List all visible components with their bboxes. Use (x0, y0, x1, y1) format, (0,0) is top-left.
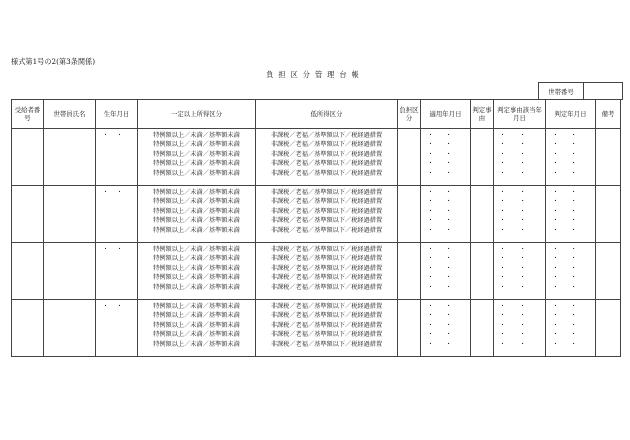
date-placeholder: ・・ (552, 246, 589, 253)
col-apply-date: 適用年月日 (421, 100, 471, 129)
head-name-cell[interactable] (44, 300, 96, 357)
above-income-option: 特例額以上／未満／基準額未満 (153, 246, 240, 253)
date-placeholder: ・・ (552, 255, 589, 263)
burden-class-cell[interactable] (398, 186, 421, 243)
above-income-option: 特例額以上／未満／基準額未満 (153, 312, 240, 320)
remarks-cell[interactable] (596, 300, 621, 357)
date-placeholder: ・・ (552, 226, 589, 234)
date-placeholder: ・・ (427, 331, 464, 339)
date-placeholder: ・・ (499, 160, 540, 168)
above-income-option: 特例額以上／未満／基準額未満 (153, 303, 240, 310)
table-row (12, 300, 621, 357)
table-header-row (12, 100, 621, 129)
date-placeholder: ・・ (552, 207, 589, 215)
recipient-no-cell[interactable] (12, 300, 44, 357)
col-judge-reason: 判定事由 (471, 100, 494, 129)
low-income-cell[interactable] (256, 186, 398, 243)
head-name-cell[interactable] (44, 186, 96, 243)
date-placeholder: ・・ (499, 331, 540, 339)
birth-date-cell[interactable] (96, 300, 138, 357)
date-placeholder: ・・ (552, 274, 589, 282)
date-placeholder: ・・ (499, 283, 540, 291)
date-placeholder: ・・ (427, 207, 464, 215)
date-placeholder: ・・ (552, 312, 589, 320)
table-row (12, 186, 621, 243)
date-placeholder: ・・ (552, 331, 589, 339)
above-income-cell[interactable] (138, 300, 256, 357)
low-income-option: 非課税／老福／基準額以下／税経過措置 (270, 198, 383, 206)
above-income-option: 特例額以上／未満／基準額未満 (153, 264, 240, 272)
date-placeholder: ・・ (427, 217, 464, 225)
date-placeholder: ・・ (427, 283, 464, 291)
low-income-option: 非課税／老福／基準額以下／税経過措置 (270, 331, 383, 339)
judge-reason-cell[interactable] (471, 243, 494, 300)
judge-reason-date-cell[interactable] (494, 300, 546, 357)
low-income-option: 非課税／老福／基準額以下／税経過措置 (270, 246, 383, 253)
form-label: 様式第1号の2(第3条関係) (11, 57, 96, 66)
apply-date-cell[interactable] (421, 129, 471, 186)
date-placeholder: ・・ (499, 132, 540, 139)
low-income-option: 非課税／老福／基準額以下／税経過措置 (270, 303, 383, 310)
date-placeholder: ・・ (499, 303, 540, 310)
date-placeholder: ・・ (427, 169, 464, 177)
birth-date-cell[interactable] (96, 186, 138, 243)
date-placeholder: ・・ (427, 255, 464, 263)
col-burden-class: 負担区分 (398, 100, 421, 129)
date-placeholder: ・・ (499, 246, 540, 253)
burden-class-cell[interactable] (398, 300, 421, 357)
above-income-option: 特例額以上／未満／基準額未満 (153, 169, 240, 177)
remarks-cell[interactable] (596, 129, 621, 186)
low-income-option: 非課税／老福／基準額以下／税経過措置 (270, 312, 383, 320)
above-income-option: 特例額以上／未満／基準額未満 (153, 321, 240, 329)
low-income-option: 非課税／老福／基準額以下／税経過措置 (270, 150, 383, 158)
above-income-option: 特例額以上／未満／基準額未満 (153, 141, 240, 149)
judge-date-cell[interactable] (546, 186, 596, 243)
judge-date-cell[interactable] (546, 243, 596, 300)
low-income-option: 非課税／老福／基準額以下／税経過措置 (270, 255, 383, 263)
low-income-option: 非課税／老福／基準額以下／税経過措置 (270, 160, 383, 168)
judge-reason-date-cell[interactable] (494, 129, 546, 186)
judge-reason-cell[interactable] (471, 186, 494, 243)
date-placeholder: ・・ (427, 198, 464, 206)
recipient-no-cell[interactable] (12, 186, 44, 243)
date-placeholder: ・・ (499, 150, 540, 158)
low-income-cell[interactable] (256, 300, 398, 357)
date-placeholder: ・・ (427, 226, 464, 234)
col-remarks: 備考 (596, 100, 621, 129)
household-number-box (538, 82, 623, 100)
date-placeholder: ・・ (427, 303, 464, 310)
above-income-option: 特例額以上／未満／基準額未満 (153, 198, 240, 206)
above-income-option: 特例額以上／未満／基準額未満 (153, 226, 240, 234)
col-judge-reason-date: 判定事由該当年月日 (494, 100, 546, 129)
date-placeholder: ・・ (427, 160, 464, 168)
birth-date-cell[interactable] (96, 243, 138, 300)
low-income-option: 非課税／老福／基準額以下／税経過措置 (270, 226, 383, 234)
birth-date-cell[interactable] (96, 129, 138, 186)
recipient-no-cell[interactable] (12, 129, 44, 186)
date-placeholder: ・・ (552, 150, 589, 158)
date-placeholder: ・・ (552, 217, 589, 225)
col-low-income: 低所得区分 (256, 100, 398, 129)
date-placeholder: ・・ (499, 264, 540, 272)
household-number-label: 世帯番号 (539, 83, 584, 100)
judge-reason-cell[interactable] (471, 129, 494, 186)
burden-class-cell[interactable] (398, 129, 421, 186)
judge-date-cell[interactable] (546, 129, 596, 186)
date-placeholder: ・・ (552, 189, 589, 196)
remarks-cell[interactable] (596, 186, 621, 243)
date-placeholder: ・・ (427, 141, 464, 149)
date-placeholder: ・・ (427, 274, 464, 282)
apply-date-cell[interactable] (421, 186, 471, 243)
burden-ledger-table (11, 99, 621, 357)
date-placeholder: ・・ (552, 160, 589, 168)
low-income-option: 非課税／老福／基準額以下／税経過措置 (270, 340, 383, 348)
recipient-no-cell[interactable] (12, 243, 44, 300)
judge-date-cell[interactable] (546, 300, 596, 357)
judge-reason-date-cell[interactable] (494, 186, 546, 243)
low-income-option: 非課税／老福／基準額以下／税経過措置 (270, 169, 383, 177)
judge-reason-date-cell[interactable] (494, 243, 546, 300)
low-income-cell[interactable] (256, 243, 398, 300)
remarks-cell[interactable] (596, 243, 621, 300)
above-income-option: 特例額以上／未満／基準額未満 (153, 217, 240, 225)
date-placeholder: ・・ (499, 255, 540, 263)
date-placeholder: ・・ (499, 321, 540, 329)
low-income-option: 非課税／老福／基準額以下／税経過措置 (270, 207, 383, 215)
date-placeholder: ・・ (552, 198, 589, 206)
date-placeholder: ・・ (499, 189, 540, 196)
date-placeholder: ・・ (499, 141, 540, 149)
date-placeholder: ・・ (499, 340, 540, 348)
date-placeholder: ・・ (499, 198, 540, 206)
above-income-option: 特例額以上／未満／基準額未満 (153, 331, 240, 339)
col-judge-date: 判定年月日 (546, 100, 596, 129)
date-placeholder: ・・ (499, 207, 540, 215)
apply-date-cell[interactable] (421, 243, 471, 300)
date-placeholder: ・・ (427, 189, 464, 196)
low-income-option: 非課税／老福／基準額以下／税経過措置 (270, 189, 383, 196)
date-placeholder: ・・ (499, 274, 540, 282)
above-income-option: 特例額以上／未満／基準額未満 (153, 207, 240, 215)
above-income-option: 特例額以上／未満／基準額未満 (153, 274, 240, 282)
date-placeholder: ・・ (427, 150, 464, 158)
date-placeholder: ・・ (552, 321, 589, 329)
low-income-option: 非課税／老福／基準額以下／税経過措置 (270, 141, 383, 149)
date-placeholder: ・・ (552, 303, 589, 310)
above-income-option: 特例額以上／未満／基準額未満 (153, 283, 240, 291)
date-placeholder: ・・ (427, 321, 464, 329)
burden-class-cell[interactable] (398, 243, 421, 300)
judge-reason-cell[interactable] (471, 300, 494, 357)
birth-date-placeholder: ・・ (102, 303, 131, 310)
date-placeholder: ・・ (427, 340, 464, 348)
low-income-option: 非課税／老福／基準額以下／税経過措置 (270, 274, 383, 282)
low-income-option: 非課税／老福／基準額以下／税経過措置 (270, 217, 383, 225)
above-income-option: 特例額以上／未満／基準額未満 (153, 150, 240, 158)
low-income-option: 非課税／老福／基準額以下／税経過措置 (270, 321, 383, 329)
birth-date-placeholder: ・・ (102, 246, 131, 253)
date-placeholder: ・・ (552, 283, 589, 291)
col-head-name: 世帯員氏名 (44, 100, 96, 129)
above-income-option: 特例額以上／未満／基準額未満 (153, 132, 240, 139)
table-row (12, 129, 621, 186)
date-placeholder: ・・ (499, 226, 540, 234)
date-placeholder: ・・ (552, 141, 589, 149)
birth-date-placeholder: ・・ (102, 132, 131, 139)
birth-date-placeholder: ・・ (102, 189, 131, 196)
date-placeholder: ・・ (427, 246, 464, 253)
col-above-income: 一定以上所得区分 (138, 100, 256, 129)
col-birth-date: 生年月日 (96, 100, 138, 129)
date-placeholder: ・・ (552, 169, 589, 177)
col-recipient-no: 受給者番号 (12, 100, 44, 129)
household-number-field[interactable] (584, 83, 623, 100)
date-placeholder: ・・ (552, 264, 589, 272)
above-income-option: 特例額以上／未満／基準額未満 (153, 255, 240, 263)
low-income-option: 非課税／老福／基準額以下／税経過措置 (270, 283, 383, 291)
head-name-cell[interactable] (44, 243, 96, 300)
date-placeholder: ・・ (427, 264, 464, 272)
date-placeholder: ・・ (499, 217, 540, 225)
above-income-option: 特例額以上／未満／基準額未満 (153, 160, 240, 168)
low-income-option: 非課税／老福／基準額以下／税経過措置 (270, 132, 383, 139)
low-income-cell[interactable] (256, 129, 398, 186)
table-row (12, 243, 621, 300)
date-placeholder: ・・ (499, 169, 540, 177)
date-placeholder: ・・ (552, 132, 589, 139)
above-income-option: 特例額以上／未満／基準額未満 (153, 189, 240, 196)
date-placeholder: ・・ (552, 340, 589, 348)
date-placeholder: ・・ (499, 312, 540, 320)
head-name-cell[interactable] (44, 129, 96, 186)
date-placeholder: ・・ (427, 312, 464, 320)
low-income-option: 非課税／老福／基準額以下／税経過措置 (270, 264, 383, 272)
above-income-option: 特例額以上／未満／基準額未満 (153, 340, 240, 348)
apply-date-cell[interactable] (421, 300, 471, 357)
date-placeholder: ・・ (427, 132, 464, 139)
above-income-cell[interactable] (138, 129, 256, 186)
above-income-cell[interactable] (138, 186, 256, 243)
document-title: 負担区分管理台帳 (266, 70, 364, 79)
above-income-cell[interactable] (138, 243, 256, 300)
